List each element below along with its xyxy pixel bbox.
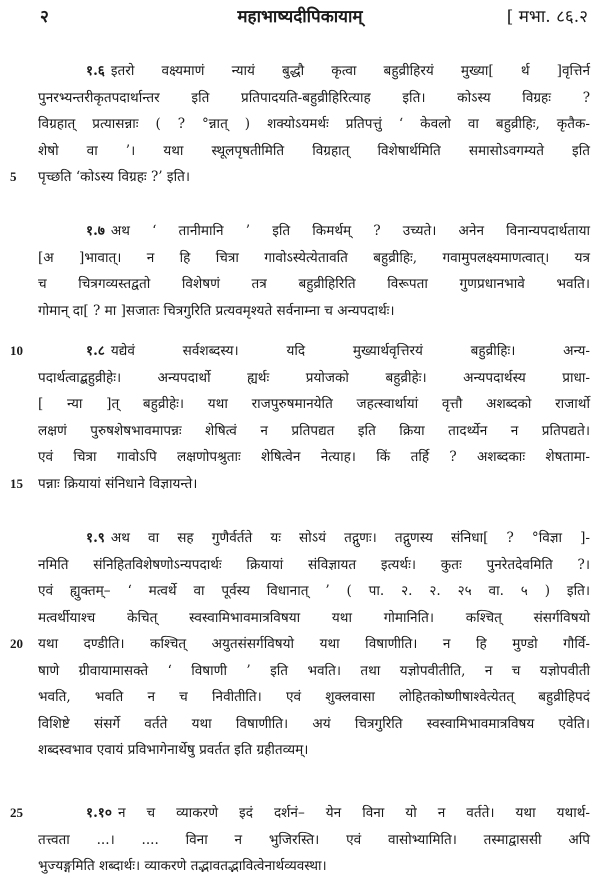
text-line [38,853,590,880]
line-text: षाणे ग्रीवायामासक्ते ‘ विषाणी ’ इति भवति। तथा यज्ञोपवीतीति, न च यज्ञोपवीती [38,662,590,679]
text-line [10,164,590,191]
text-line [10,631,590,658]
line-text: पृच्छति ‘कोऽस्य विग्रहः ?’ इति। [38,169,191,185]
text-line [38,271,590,298]
section-number: १.६ [86,63,105,79]
line-text: मत्वर्थीयाश्च केचित् स्वस्वामिभावमात्रविषया यथा गोमानिति। कश्चित् संसर्गविषयो [38,609,590,626]
line-text: शब्दस्वभाव एवायं प्रविभागेनार्थेषु प्रवर्तत इति ग्रहीतव्यम्। [38,742,309,758]
line-text: शेषो वा ’। यथा स्थूलपृषतीमिति विग्रहात् विशेषार्थमिति समासोऽवगम्यते इति [38,142,590,159]
line-text: न च व्याकरणे इदं दर्शनं– येन विना यो न वर्तते। यथा यथार्थ- [117,805,590,821]
section-number: १.७ [86,223,105,239]
line-number: 15 [10,475,23,491]
text-line [38,218,590,245]
text-line [38,418,590,445]
commentary-section [10,800,590,880]
commentary-section [10,58,590,191]
line-text: एवं ह्युक्तम्– ‘ मत्वर्थे वा पूर्वस्य विधानात् ’ ( पा. २. २. २५ वा. ५ ) इति। [38,583,590,599]
line-text: [अ ]भावात्। न हि चित्रा गावोऽस्येत्येतावति बहुव्रीहिः, गवामुपलक्ष्यमाणत्वात्। यत्र [38,249,590,266]
text-line [38,737,590,764]
text-line [38,552,590,579]
text-line [38,138,590,165]
section-number: १.९ [86,530,105,546]
text-line [38,525,590,552]
text-line [38,658,590,685]
line-text: पुनरभ्यन्तरीकृतपदार्थान्तर इति प्रतिपादयति-बहुव्रीहिरित्याह इति। कोऽस्य विग्रहः ? [38,89,590,106]
section-number: १.८ [86,343,105,359]
line-number: 20 [10,636,23,651]
line-text: इतरो वक्ष्यमाणं न्यायं बुद्धौ कृत्वा बहुव्रीहिरयं मुख्या[ र्थ ]वृत्तिर्न [110,63,590,79]
line-text: अथ ‘ तानीमानि ’ इति किमर्थम् ? उच्यते। अनेन विनान्यपदार्थताया [110,223,590,239]
line-text: अथ वा सह गुणैर्वर्तते यः सोऽयं तद्गुणः। तद्गुणस्य संनिधा[ ? °विज्ञा ]- [110,530,590,546]
section-reference: [ मभा. ८६.२ [506,7,588,27]
line-text: भवति, भवति न च निवीतीति। एवं शुक्लवासा लोहितकोष्णीषाश्वेत्येतत् बहुव्रीहिपदं [38,689,590,705]
line-text: यथा दण्डीति। कश्चित् अयुतसंसर्गविषयो यथा विषाणीति। न हि मुण्डो गौर्वि- [38,636,590,652]
commentary-section [38,218,590,324]
line-text: एवं चित्रा गावोऽपि लक्षणोपश्रुताः शेषित्वेन नेत्याह। किं तर्हि ? अशब्दकाः शेषतामा- [38,449,590,465]
page-number: २ [40,7,49,27]
line-number: 25 [10,805,23,820]
line-text: यद्येवं सर्वशब्दस्य। यदि मुख्यार्थवृत्तिरयं बहुव्रीहिः। अन्य- [110,343,590,359]
section-number: १.१० [86,805,112,821]
line-text: [ न्या ]त् बहुव्रीहेः। यथा राजपुरुषमानयेति जहत्स्वार्थायां वृत्तौ अशब्दको राजार्थो [38,396,590,412]
text-line [10,338,590,365]
text-line [38,245,590,272]
text-line [38,711,590,738]
line-text: पन्नाः क्रियायां संनिधाने विज्ञायन्ते। [38,475,198,492]
text-line [38,365,590,392]
text-line [38,827,590,854]
line-text: नमिति संनिहितविशेषणोऽन्यपदार्थः क्रियायां संविज्ञायत इत्यर्थः। कुतः पुनरेतदेवमिति ?। [38,556,590,573]
text-line [38,111,590,138]
text-line [38,605,590,632]
text-line [10,471,590,498]
line-number: 10 [10,343,23,358]
running-title: महाभाष्यदीपिकायाम् [237,7,363,27]
line-text: तत्त्वता ...। .... विना न भुजिरस्ति। एवं वासोभ्यामिति। तस्माद्वाससी अपि [38,831,590,848]
text-line [10,800,590,827]
line-text: लक्षणं पुरुषशेषभावमापन्नः शेषित्वं न प्रतिपद्यत इति क्रिया तादर्थ्येन न प्रतिपद्यते। [38,422,590,439]
text-line [38,58,590,85]
text-line [38,85,590,112]
line-number: 5 [10,169,17,184]
page-header [0,4,600,30]
line-text: विग्रहात् प्रत्यासन्नाः ( ? °न्नात् ) शक्योऽयमर्थः प्रतिपत्तुं ‘ केवलो वा बहुव्रीहिः, कृतैक- [38,116,590,132]
line-text: भुज्यङ्गमिति शब्दार्थः। व्याकरणे तद्भावतद्भावित्वेनार्थव्यवस्था। [38,858,327,874]
text-line [38,298,590,325]
line-text: पदार्थत्वाद्बहुव्रीहेः। अन्यपदार्थो ह्यर्थः प्रयोजको बहुव्रीहेः। अन्यपदार्थस्य प्राधा- [38,369,590,386]
text-line [38,578,590,605]
text-line [38,444,590,471]
text-line [38,391,590,418]
commentary-section [10,525,590,764]
text-line [38,684,590,711]
line-text: गोमान् दा[ ? मा ]सजातः चित्रगुरिति प्रत्यवमृश्यते सर्वनाम्ना च अन्यपदार्थः। [38,302,395,319]
line-text: च चित्रगव्यस्तद्वतो विशेषणं तत्र बहुव्रीहिरिति विरूपता गुणप्रधानभावे भवति। [38,276,590,292]
commentary-section [10,338,590,497]
line-text: विशिष्टे संसर्गे वर्तते यथा विषाणीति। अयं चित्रगुरिति स्वस्वामिभावमात्रविषय एवेति। [38,715,590,732]
